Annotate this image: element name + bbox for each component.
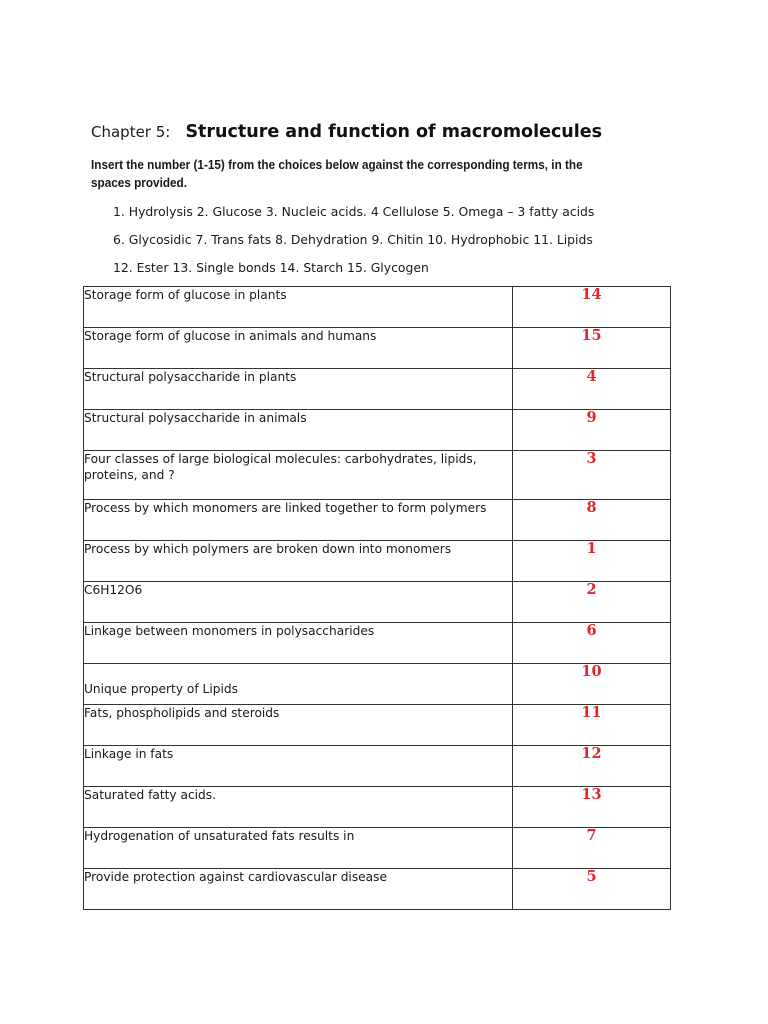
title-line [91,122,602,142]
table-row [84,541,671,582]
term-cell: Process by which polymers are broken down into monomers [84,541,513,582]
table-row [84,369,671,410]
table-row [84,451,671,500]
answer-cell: 4 [513,369,671,410]
table-row [84,705,671,746]
table-row [84,746,671,787]
term-cell: Provide protection against cardiovascular disease [84,869,513,910]
term-cell: C6H12O6 [84,582,513,623]
instruction-text: Insert the number (1-15) from the choices below against the corresponding terms, in the spaces provided. [91,158,583,190]
term-cell: Structural polysaccharide in plants [84,369,513,410]
answer-cell: 13 [513,787,671,828]
table-row [84,787,671,828]
table-row [84,623,671,664]
choices-list [113,204,673,288]
answer-cell: 11 [513,705,671,746]
table-row [84,664,671,705]
term-cell: Saturated fatty acids. [84,787,513,828]
term-cell: Process by which monomers are linked together to form polymers [84,500,513,541]
answer-cell: 2 [513,582,671,623]
choices-line-3: 12. Ester 13. Single bonds 14. Starch 15. Glycogen [113,260,429,275]
term-cell: Unique property of Lipids [84,664,513,705]
term-cell: Hydrogenation of unsaturated fats results in [84,828,513,869]
choices-line-2: 6. Glycosidic 7. Trans fats 8. Dehydration 9. Chitin 10. Hydrophobic 11. Lipids [113,232,593,247]
answer-cell: 10 [513,664,671,705]
table-row [84,410,671,451]
answer-cell: 12 [513,746,671,787]
term-cell: Structural polysaccharide in animals [84,410,513,451]
table-row [84,500,671,541]
answer-cell: 7 [513,828,671,869]
answer-cell: 3 [513,451,671,500]
table-row [84,828,671,869]
answer-table [83,286,671,910]
term-cell: Fats, phospholipids and steroids [84,705,513,746]
answer-cell: 6 [513,623,671,664]
answer-cell: 15 [513,328,671,369]
page-title: Structure and function of macromolecules [185,122,603,142]
table-row [84,582,671,623]
answer-cell: 1 [513,541,671,582]
table-row [84,287,671,328]
term-cell: Four classes of large biological molecules: carbohydrates, lipids, proteins, and ? [84,451,513,500]
answer-cell: 9 [513,410,671,451]
answer-cell: 14 [513,287,671,328]
term-cell: Linkage in fats [84,746,513,787]
term-cell: Storage form of glucose in animals and humans [84,328,513,369]
table-row [84,869,671,910]
chapter-label: Chapter 5: [91,123,171,141]
answer-cell: 5 [513,869,671,910]
choices-line-1: 1. Hydrolysis 2. Glucose 3. Nucleic acids. 4 Cellulose 5. Omega – 3 fatty acids [113,204,595,219]
answer-cell: 8 [513,500,671,541]
term-cell: Storage form of glucose in plants [84,287,513,328]
term-cell: Linkage between monomers in polysaccharides [84,623,513,664]
table-row [84,328,671,369]
